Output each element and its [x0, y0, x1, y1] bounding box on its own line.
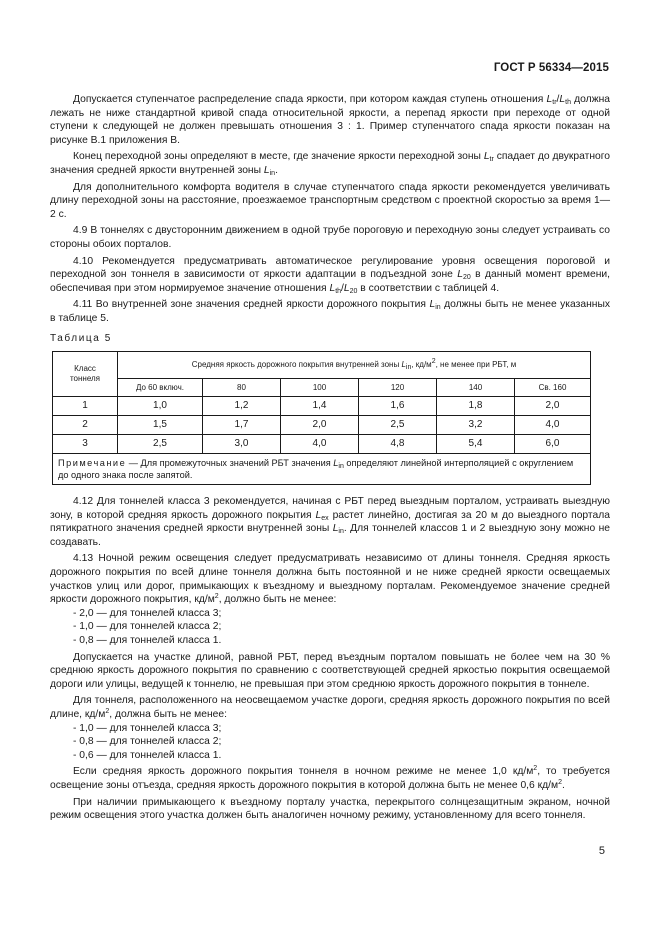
speed-column-header: 80	[203, 379, 281, 397]
page-body	[50, 93, 610, 826]
value-cell: 4,8	[359, 435, 437, 454]
value-cell: 1,6	[359, 397, 437, 416]
document-code: ГОСТ Р 56334—2015	[493, 62, 609, 74]
value-cell: 2,5	[118, 435, 203, 454]
value-cell: 6,0	[515, 435, 591, 454]
value-cell: 2,0	[281, 416, 359, 435]
table-row	[53, 416, 591, 435]
value-cell: 4,0	[281, 435, 359, 454]
paragraph-entry-section: Допускается на участке длиной, равной РБТ, перед въездным порталом повышать не более чем на 30 % среднюю яркость дорожного покрытия по сравнению с соответствующей средней яркостью покрытия освещаемой дороги или улицы, ведущей к тоннелю, не превышая при этом среднюю яркость дорожного покрытия в тоннеле.	[50, 651, 610, 690]
speed-column-header: 140	[437, 379, 515, 397]
value-cell: 1,8	[437, 397, 515, 416]
list-item: - 1,0 — для тоннелей класса 3;	[73, 722, 222, 734]
paragraph-4-10: 4.10 Рекомендуется предусматривать автоматическое регулирование уровня освещения пороговой и переходной зон тоннеля в зависимости от яркости адаптации в подъездной зоне $L_{20}$ в данный момент времени, обеспечивая при этом нормируемое значение отношения $L_{th}/L_{20}$ в соответствии с таблицей 4.	[50, 255, 611, 295]
list-item: - 0,8 — для тоннелей класса 1.	[73, 635, 222, 647]
speed-column-header: 100	[281, 379, 359, 397]
list-item: - 0,6 — для тоннелей класса 1.	[73, 749, 222, 761]
table-caption: Таблица 5	[50, 332, 112, 344]
table-row	[53, 435, 591, 454]
value-cell: 1,2	[203, 397, 281, 416]
value-cell: 2,5	[359, 416, 437, 435]
paragraph-transition-end: Конец переходной зоны определяют в месте, где значение яркости переходной зоны $L_{tr}$ спадает до двукратного значения средней яркости внутренней зоны $L_{in}$.	[50, 151, 611, 177]
class-cell: 1	[53, 397, 118, 416]
value-cell: 1,0	[118, 397, 203, 416]
value-cell: 2,0	[515, 397, 591, 416]
class-cell: 3	[53, 435, 118, 454]
value-cell: 4,0	[515, 416, 591, 435]
speed-column-header: До 60 включ.	[118, 379, 203, 397]
paragraph-unlit-road: Для тоннеля, расположенного на неосвещаемом участке дороги, средняя яркость дорожного покрытия по всей длине, $кд/м^2$, должна быть не менее:	[50, 695, 610, 720]
paragraph-4-11: 4.11 Во внутренней зоне значения средней яркости дорожного покрытия $L_{in}$ должны быть не менее указанных в таблице 5.	[50, 299, 610, 324]
paragraph-4-12: 4.12 Для тоннелей класса 3 рекомендуется, начиная с РБТ перед выездным порталом, устраивать выездную зону, в которой средняя яркость дорожного покрытия $L_{ex}$ растет линейно, достигая за 20 м до выездного портала пятикратного значения средней яркости внутренней зоны $L_{in}$. Для тоннелей классов 1 и 2 выездную зону можно не создавать.	[50, 496, 610, 548]
luminance-table	[52, 351, 591, 485]
paragraph-night-mode: Если средняя яркость дорожного покрытия тоннеля в ночном режиме не менее 1,0 $кд/м^2$, то требуется освещение зоны отъезда, средняя яркость дорожного покрытия в которой должна быть не менее 0,6 $кд/м^2$.	[50, 765, 610, 791]
paragraph-driver-comfort: Для дополнительного комфорта водителя в случае ступенчатого спада яркости рекомендуется увеличивать длину переходной зоны на расстояние, проезжаемое транспортным средством с проектной скоростью за время 1—2 с.	[50, 181, 610, 220]
table-note: Примечание — Для промежуточных значений РБТ значения $L_{in}$ определяют линейной интерполяцией с округлением до одного знака после запятой.	[53, 454, 591, 485]
page-number: 5	[598, 845, 605, 857]
class-column-header: Класс тоннеля	[53, 352, 118, 397]
list-item: - 1,0 — для тоннелей класса 2;	[73, 621, 222, 633]
value-cell: 3,2	[437, 416, 515, 435]
paragraph-step-distribution: Допускается ступенчатое распределение спада яркости, при котором каждая ступень отношения $L_{tr}/L_{th}$ должна лежать не ниже стандартной кривой спада относительной яркости, а перепад яркости при переходе от одной ступени к следующей не должен превышать отношения 3 : 1. Пример ступенчатого спада яркости показан на рисунке В.1 приложения В.	[50, 94, 610, 146]
value-cell: 3,0	[203, 435, 281, 454]
list-item: - 2,0 — для тоннелей класса 3;	[73, 607, 222, 619]
value-cell: 5,4	[437, 435, 515, 454]
speed-column-header: 120	[359, 379, 437, 397]
paragraph-4-13: 4.13 Ночной режим освещения следует предусматривать независимо от длины тоннеля. Средняя яркость дорожного покрытия по всей длине тоннеля должна быть постоянной и не ниже средней яркости освещаемых участков улиц или дорог, примыкающих к въездному и выездному порталам. Рекомендуемое значение средней яркости дорожного покрытия, $кд/м^2$, должно быть не менее:	[50, 553, 610, 606]
table-row	[53, 397, 591, 416]
paragraph-4-9: 4.9 В тоннелях с двусторонним движением в одной трубе пороговую и переходную зоны следует устраивать со стороны обоих порталов.	[50, 225, 610, 250]
value-cell: 1,7	[203, 416, 281, 435]
value-cell: 1,5	[118, 416, 203, 435]
luminance-group-header: Средняя яркость дорожного покрытия внутренней зоны $L_{in}$, $кд/м^2$, не менее при РБТ, м	[118, 352, 591, 379]
value-cell: 1,4	[281, 397, 359, 416]
class-cell: 2	[53, 416, 118, 435]
paragraph-sunshade: При наличии примыкающего к въездному порталу участка, перекрытого солнцезащитным экраном, ночной режим освещения этого участка должен быть аналогичен ночному режиму, установленному для всего тоннеля.	[50, 796, 610, 822]
speed-column-header: Св. 160	[515, 379, 591, 397]
list-item: - 0,8 — для тоннелей класса 2;	[73, 736, 222, 748]
